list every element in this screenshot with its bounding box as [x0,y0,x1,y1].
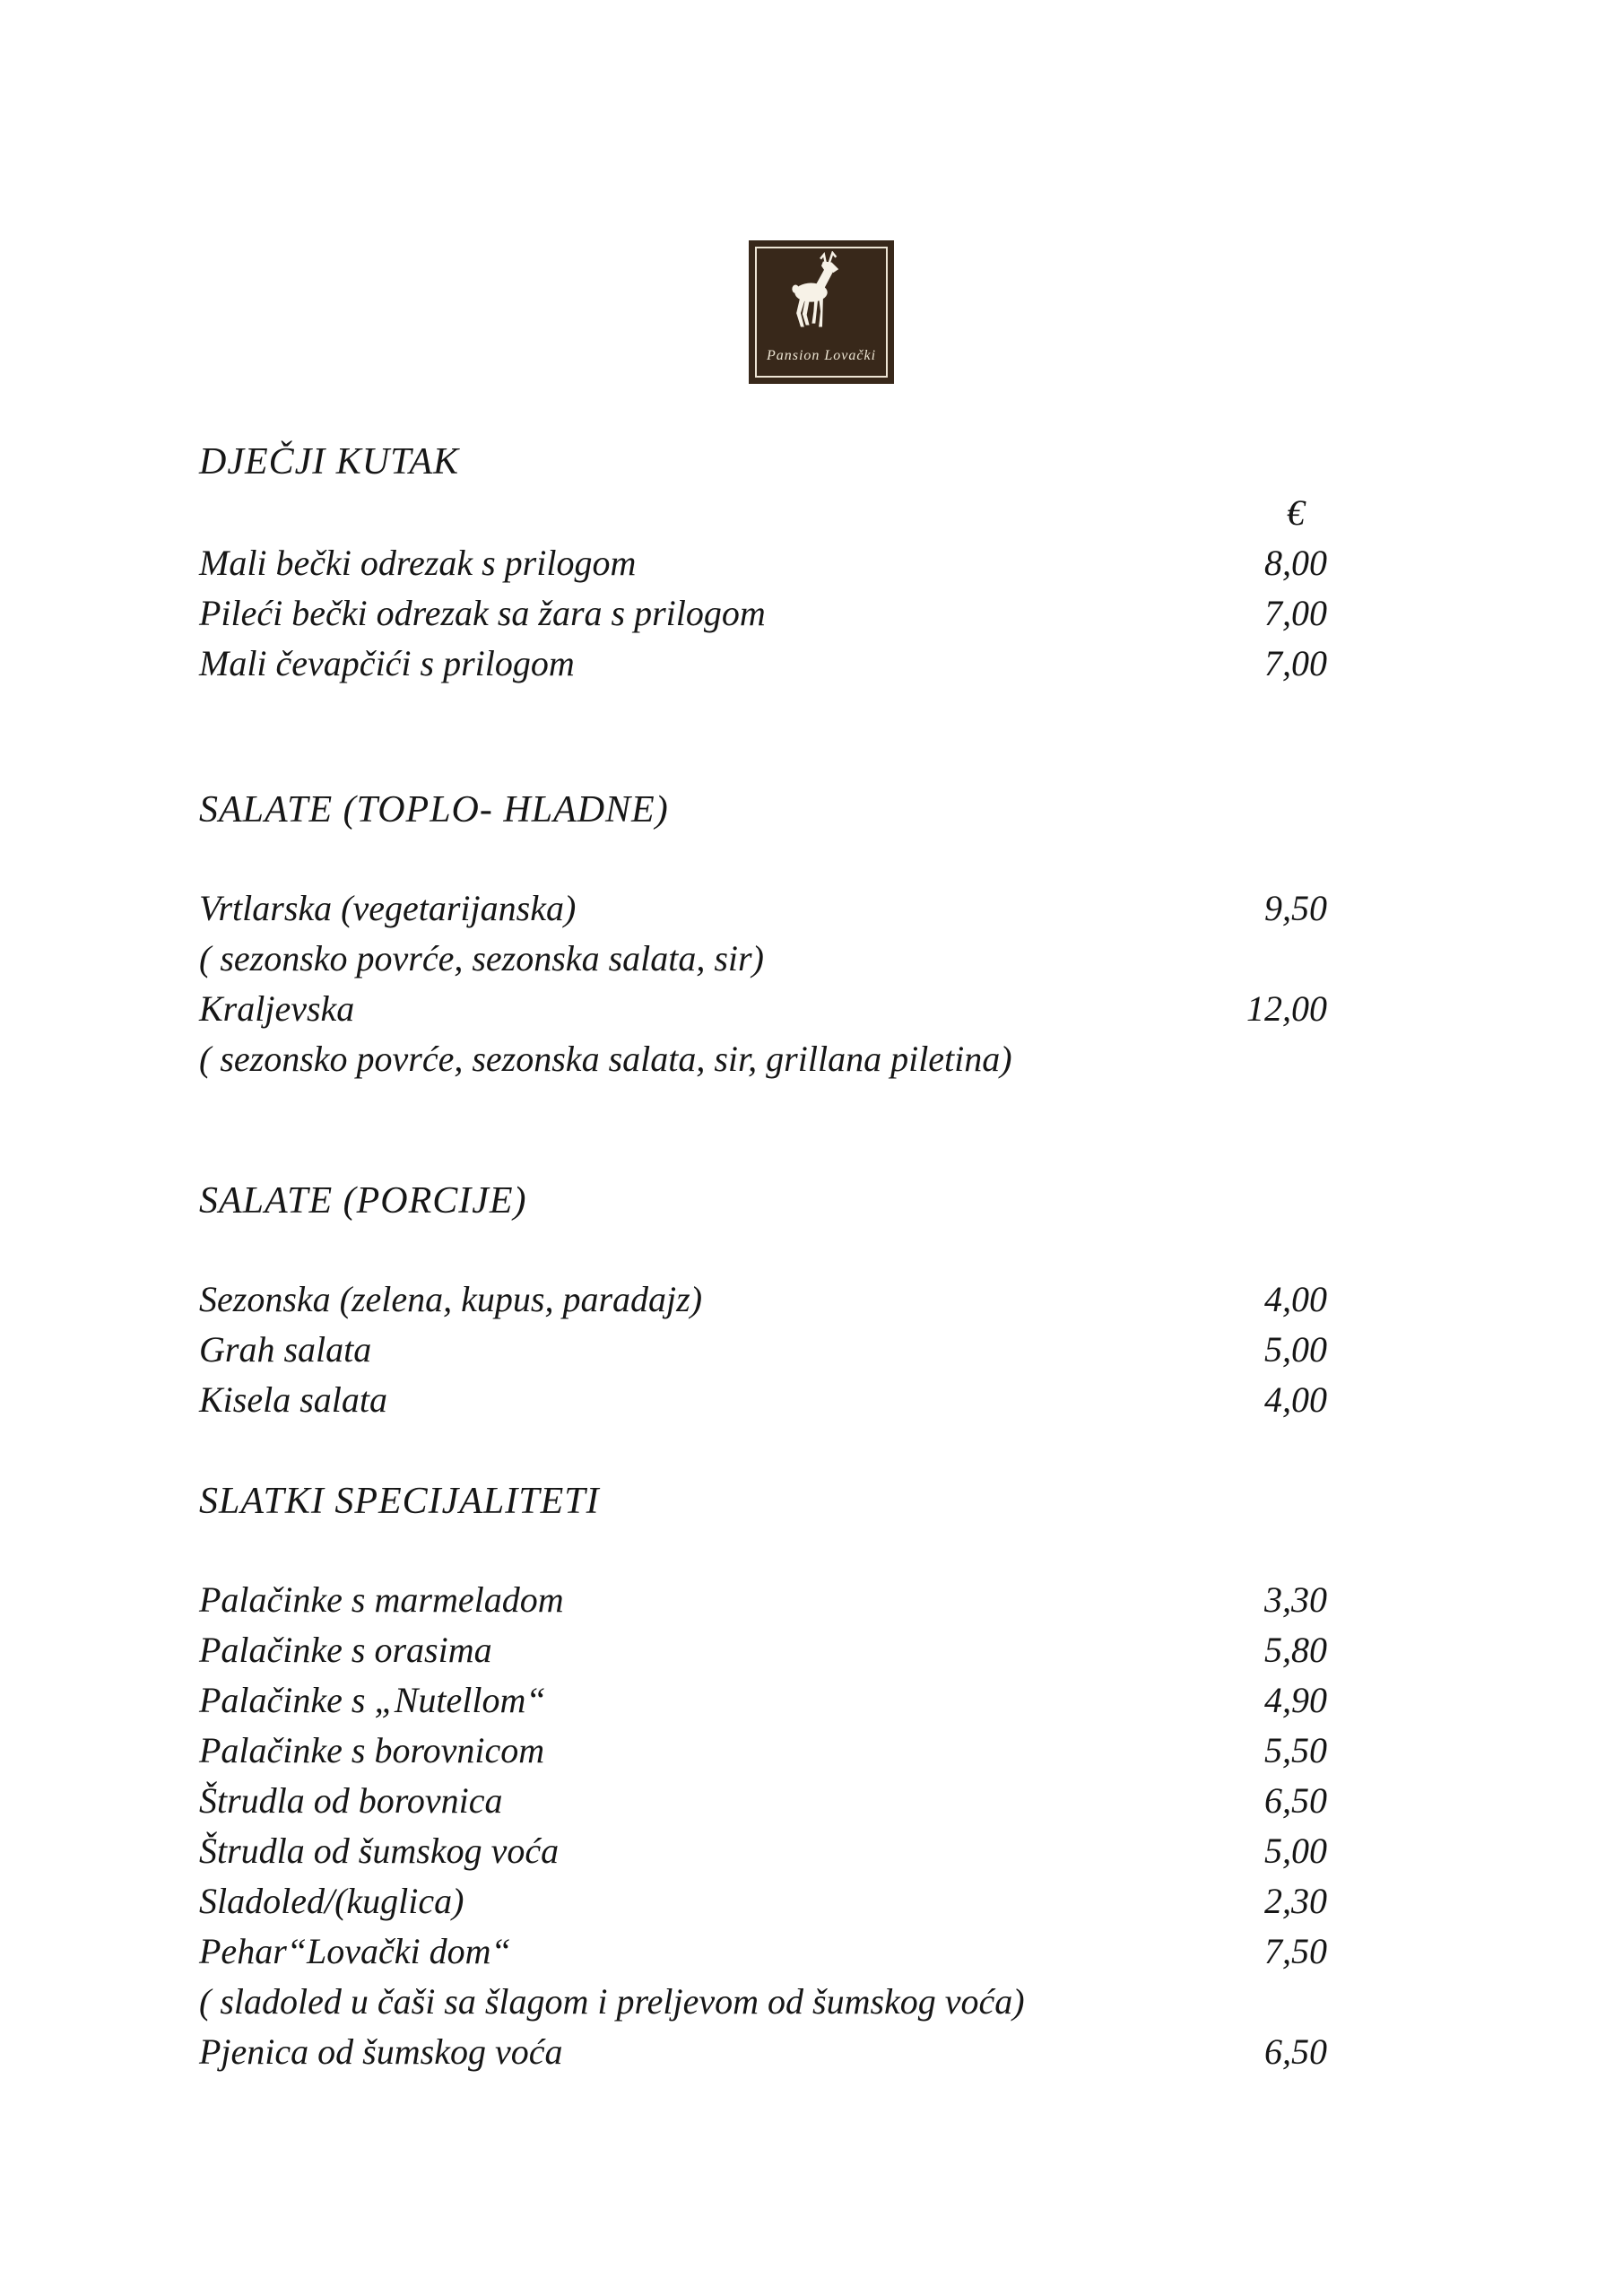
menu-item [199,1575,1327,1625]
menu-item-price: 6,50 [1264,2031,1327,2072]
menu-item-name: Štrudla od šumskog voća [199,1831,560,1871]
menu-item-name: ( sezonsko povrće, sezonska salata, sir, grillana piletina) [199,1039,1012,1079]
menu-item-price: 7,00 [1264,643,1327,683]
menu-item-price: 2,30 [1264,1881,1327,1921]
menu-item-name: Palačinke s „Nutellom“ [199,1680,546,1720]
menu-item-price: 5,50 [1264,1730,1327,1770]
menu-item [199,2027,1327,2077]
menu-item-price: 12,00 [1246,988,1327,1029]
menu-item-price: 6,50 [1264,1780,1327,1821]
menu-item-name: Sladoled/(kuglica) [199,1881,464,1921]
menu-item-price: 5,00 [1264,1329,1327,1370]
menu [199,437,1327,2077]
section-items [199,538,1327,689]
menu-item [199,1675,1327,1726]
menu-item [199,1034,1327,1084]
menu-item-name: Mali bečki odrezak s prilogom [199,543,637,583]
currency-header: € [1287,492,1305,533]
menu-item [199,538,1327,588]
section-gap [199,1526,1327,1575]
menu-item-name: Palačinke s borovnicom [199,1730,545,1770]
menu-item-name: ( sladoled u čaši sa šlagom i preljevom od šumskog voća) [199,1981,1025,2022]
menu-item-price: 3,30 [1264,1579,1327,1620]
menu-item [199,1274,1327,1325]
menu-item-name: Grah salata [199,1329,372,1370]
menu-item [199,934,1327,984]
menu-item [199,1375,1327,1425]
section-gap [199,1226,1327,1274]
menu-item-price: 4,90 [1264,1680,1327,1720]
menu-item [199,588,1327,639]
menu-item-name: Kraljevska [199,988,355,1029]
section-items [199,1274,1327,1425]
menu-item-name: Sezonska (zelena, kupus, paradajz) [199,1279,703,1319]
menu-item-price: 4,00 [1264,1279,1327,1319]
logo [749,240,894,384]
menu-item-price: 5,00 [1264,1831,1327,1871]
menu-section [199,437,1327,689]
menu-item-name: Štrudla od borovnica [199,1780,503,1821]
menu-item-name: Kisela salata [199,1379,388,1420]
menu-item-name: Palačinke s orasima [199,1630,492,1670]
menu-item [199,1325,1327,1375]
section-title: DJEČJI KUTAK [199,441,460,483]
menu-item [199,1625,1327,1675]
menu-section [199,785,1327,1084]
menu-item-price: 5,80 [1264,1630,1327,1670]
menu-item-price: 4,00 [1264,1379,1327,1420]
menu-item-name: ( sezonsko povrće, sezonska salata, sir) [199,938,764,978]
menu-item-price: 7,00 [1264,593,1327,633]
deer-icon [778,251,864,337]
menu-item-name: Pehar“Lovački dom“ [199,1931,511,1971]
section-title: SALATE (TOPLO- HLADNE) [199,789,669,831]
menu-item-name: Mali čevapčići s prilogom [199,643,575,683]
menu-item [199,984,1327,1034]
menu-item-name: Pjenica od šumskog voća [199,2031,563,2072]
menu-item [199,1826,1327,1876]
menu-item [199,1876,1327,1926]
menu-item [199,1726,1327,1776]
menu-section [199,1476,1327,2077]
section-title: SALATE (PORCIJE) [199,1180,527,1222]
menu-item-name: Palačinke s marmeladom [199,1579,564,1620]
menu-item-price: 8,00 [1264,543,1327,583]
menu-item [199,1926,1327,1977]
section-items [199,1575,1327,2077]
menu-item-name: Vrtlarska (vegetarijanska) [199,888,577,928]
menu-item [199,883,1327,934]
menu-item-price: 7,50 [1264,1931,1327,1971]
section-gap [199,835,1327,883]
section-title: SLATKI SPECIJALITETI [199,1481,600,1522]
menu-item-name: Pileći bečki odrezak sa žara s prilogom [199,593,766,633]
section-items [199,883,1327,1084]
logo-script-text: Pansion Lovački [766,348,877,363]
menu-section [199,1176,1327,1425]
menu-item [199,1977,1327,2027]
menu-item [199,639,1327,689]
menu-item-price: 9,50 [1264,888,1327,928]
menu-item [199,1776,1327,1826]
